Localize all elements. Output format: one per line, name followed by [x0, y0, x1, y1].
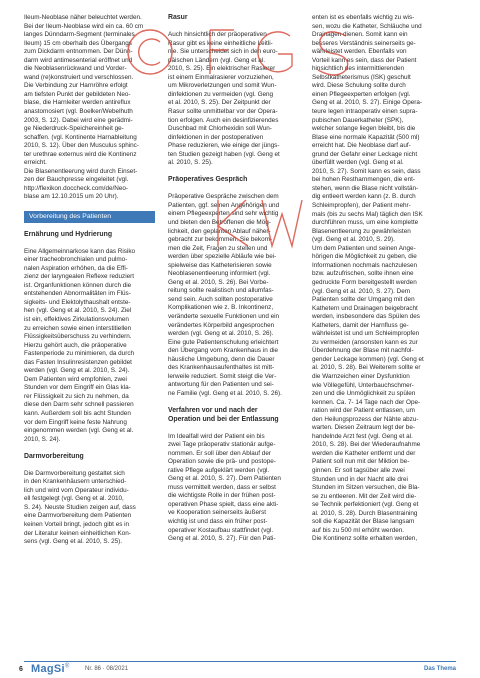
subheading-ernaehrung: Ernährung und Hydrierung: [24, 230, 113, 238]
magazine-logo: [31, 663, 70, 675]
subheading-praeoperatives-gespraech: Präoperatives Gespräch: [168, 176, 248, 184]
paragraph-verfahren: Im Idealfall wird der Patient ein bis zwei Tage präoperativ stationär aufge- nommen. Er soll über den Ablauf der Operation sowie die prä- und postope- rative Pflege aufgeklärt werden (vgl. Geng et al. 2010, S. 27). Dem Patienten muss vermittelt werden, dass er selbst die wichtigste Rolle in der frühen post- operativen Phase spielt, dass eine akti- ve Kooperation seinerseits äußerst wichtig ist und dass ein früher post- operativer Kostaufbau stattfindet (vgl. Geng et al. 2010, S. 27). Für den Pati-: [168, 432, 281, 543]
text-column-left: [24, 14, 155, 555]
paragraph-praeoperatives-gespraech: Präoperative Gespräche zwischen dem Patienten, ggf. seinen Angehörigen und einem Pflegeexperten sind sehr wichtig und bieten den Betroffenen die Mög- lichkeit, den geplanten Ablauf näher- gebracht zur bekommen. Sie bekom- men die Zeit, Fragen zu stellen und werden über spezielle Abläufe wie bei- spielweise das Katheterisieren sowie Neoblasenentleerung informiert (vgl. Geng et al. 2010, S. 26). Bei Vorbe- reitung sollte realistisch und allumfas- send sein. Auch sollten postoperative Komplikationen wie z. B. Inkontinenz, veränderte sexuelle Funktionen und ein verändertes Körperbild angesprochen werden (vgl. Geng et al. 2010, S. 26). Eine gute Patientenschulung erleichtert den Übergang vom Krankenhaus in die häusliche Umgebung, denn die Dauer des Krankenhausaufenthaltes ist mitt- lerweile reduziert. Somit steigt die Ver- antwortung für den Patienten und sei- ne Familie (vgl. Geng et al. 2010, S. 26).: [168, 193, 282, 397]
paragraph-rasur: Auch hinsichtlich der präoperativen Rasur gibt es keine einheitliche Leitli- nie. Sie unterscheidet sich in den euro- päischen Ländern (vgl. Geng et al. 2010, S. 25). Ein elektrischer Rasierer ist einem Einmalrasierer vorzuziehen, um Mikroverletzungen und somit Wun- dinfektionen zu vermeiden (vgl. Geng et al. 2010, S. 25). Der Zeitpunkt der Rasur sollte unmittelbar vor der Opera- tion erfolgen. Auch ein desinfizierendes Duschbad mit Chlorhexidin soll Wun- dinfektionen in der postoperativen Phase reduzieren, wie einige der jüngs- ten Studien gezeigt haben (vgl. Geng et al. 2010, S. 25).: [168, 31, 280, 167]
paragraph-neoblase: Ileum-Neoblase näher beleuchtet werden. Bei der Ileum-Neoblase wird ein ca. 60 cm langes Dünndarm-Segment (terminales Ileum) 15 cm oberhalb des Übergangs zum Dickdarm entnommen. Der Dünn- darm wird antimesenterial eröffnet und die Neoblasenrückwand und Vorder- wand (re)konstruiert und verschlossen. Die Verbindung zur Harnröhre erfolgt am tiefsten Punkt der gebildeten Neo- blase, die Harnleiter werden antireflux anastomosiert (vgl. Boelker/Webelhuth 2003, S. 12). Dabei wird eine gerädmi- ge Niederdruck-Speichereinheit ge- schaffen. (vgl. Kontinente Harnableitung 2010, S. 12). Über den Musculus sphinc- ter urethrae externus wird die Kontinenz erreicht. Die Blasenentleerung wird durch Einset- zen der Bauchpresse eingeleitet (vgl. http://flexikon.doccheck.com/de/Neo- blase am 12.10.2015 um 20 Uhr).: [24, 14, 144, 201]
paragraph-ernaehrung: Eine Allgemeinnarkose kann das Risiko einer tracheobronchialen und pulmo- nalen Aspiration erhöhen, da die Effi- zienz der laryngealen Reflexe reduziert ist. Organfunktionen können durch die entstehenden Abnormalitäten im Flüs- sigkeits- und Elektolythaushalt entste- hen (vgl. Geng et al. 2010, S. 24). Ziel ist ein, effektives Zirkulationsvolumen zu erreichen sowie einen interstitiellen Flüssigkeitsüberschuss zu verhindern. Hierzu gehört auch, die präoperative Fastenperiode zu minimieren, da durch das Fasten Insulinresistenzen gebildet werden (vgl. Geng et al. 2010, S. 24). Dem Patienten wird empfohlen, zwei Stunden vor dem Eingriff ein Glas kla- rer Flüssigkeit zu sich zu nehmen, da diese den Darm sehr schnell passieren kann. Außerdem soll bis acht Stunden vor dem Eingriff keine feste Nahrung eingenommen werden (vgl. Geng et al. 2010, S. 24).: [24, 247, 136, 443]
text-column-middle: [168, 14, 299, 552]
subheading-rasur: Rasur: [168, 14, 188, 21]
page-number: 6: [19, 666, 23, 673]
subheading-verfahren: Verfahren vor und nach der Operation und bei der Entlassung: [168, 406, 279, 423]
footer-divider: [24, 661, 456, 662]
registered-mark: ®: [64, 663, 70, 670]
section-label: Das Thema: [423, 666, 456, 672]
paragraph-darmvorbereitung: Die Darmvorbereitung gestaltet sich in den Krankenhäusern unterschied- lich und wird vom Operateur individu- ell festgelegt (vgl. Geng et al. 2010, S. 24). Neuste Studien zeigen auf, dass eine Darmvorbereitung dem Patienten keinen Vorteil bringt, jedoch gibt es in der Literatur keinen einheitlichen Kon- sens (vgl. Geng et al. 2010, S. 25).: [24, 469, 136, 546]
page-footer: [0, 655, 480, 678]
paragraph-continuation: enten ist es ebenfalls wichtig zu wis- sen, wozu die Katheter, Schläuche und Drainagen dienen. Somit kann ein besseres Verständnis seinerseits ge- währleistet werden. Ebenfalls von Vorteil kann es sein, dass der Patient hinsichtlich des intermittierenden Selbstkatheterismus (ISK) geschult wird. Diese Schulung sollte durch einen Pflegeexperten erfolgen (vgl. Geng et al. 2010, S. 27). Einige Opera- teure legen intraoperativ einen supra- pubischen Dauerkatheter (SPK), welcher solange liegen bleibt, bis die Blase eine normale Kapazität (500 ml) erreicht hat. Die Neoblase darf auf- grund der Gefahr einer Leckage nicht überfüllt werden (vgl. Geng et al. 2010, S. 27). Somit kann es sein, dass bei hohen Restharnmengen, die ent- stehen, wenn die Blase nicht vollstän- dig entleert werden kann (z. B. durch Schleimpropfen), der Patient mehr- mals (bis zu sechs Mal) täglich den ISK durchführen muss, um eine komplette Blasenentleerung zu gewährleisten (vgl. Geng et al. 2010, S. 29). Um dem Patienten und seinen Ange- hörigen die Möglichkeit zu geben, die Informationen nochmals nachzulesen bzw. aufzufrischen, sollte ihnen eine gedruckte Form bereitgestellt werden (vgl. Geng et al. 2010, S. 27). Dem Patienten sollte der Umgang mit den Kathetern und Drainagen beigebracht werden, insbesondere das Spülen des Katheters, damit der Harnfluss ge- währleistet ist und um Schleimpropfen zu vermeiden (ansonsten kann es zur Überdehnung der Blase mit nachfol- gender Leckage kommen) (vgl. Geng et al. 2010, S. 28). Bei Weiterem sollte er die Warnzeichen einer Dysfunktion wie Völlegefühl, Unterbauchschmer- zen und die Unmöglichkeit zu spülen kennen. Ca. 7- 14 Tage nach der Ope- ration wird der Patient entlassen, um den Heilungsprozess der Nähte abzu- warten. Diesen Zeitraum legt der be- handelnde Arzt fest (vgl. Geng et al. 2010, S. 28). Bei der Wiederaufnahme werden die Katheter entfernt und der Patient soll nun mit der Miktion be- ginnen. Er soll tagsüber alle zwei Stunden und in der Nacht alle drei Stunden im Sitzen versuchen, die Bla- se zu entleeren. Mit der Zeit wird die- se Technik perfektioniert (vgl. Geng et al. 2010, S. 28). Durch Blasentraining soll die Kapazität der Blase langsam auf bis zu 500 ml erhöht werden. Die Kontinenz sollte erhalten werden,: [312, 14, 424, 543]
issue-info: Nr. 86 · 08/2021: [85, 666, 129, 672]
magazine-name: MagSi: [31, 663, 65, 675]
text-column-right: [312, 14, 443, 552]
subheading-darmvorbereitung: Darmvorbereitung: [24, 452, 84, 460]
section-heading-bar: Vorbereitung des Patienten: [24, 211, 155, 223]
